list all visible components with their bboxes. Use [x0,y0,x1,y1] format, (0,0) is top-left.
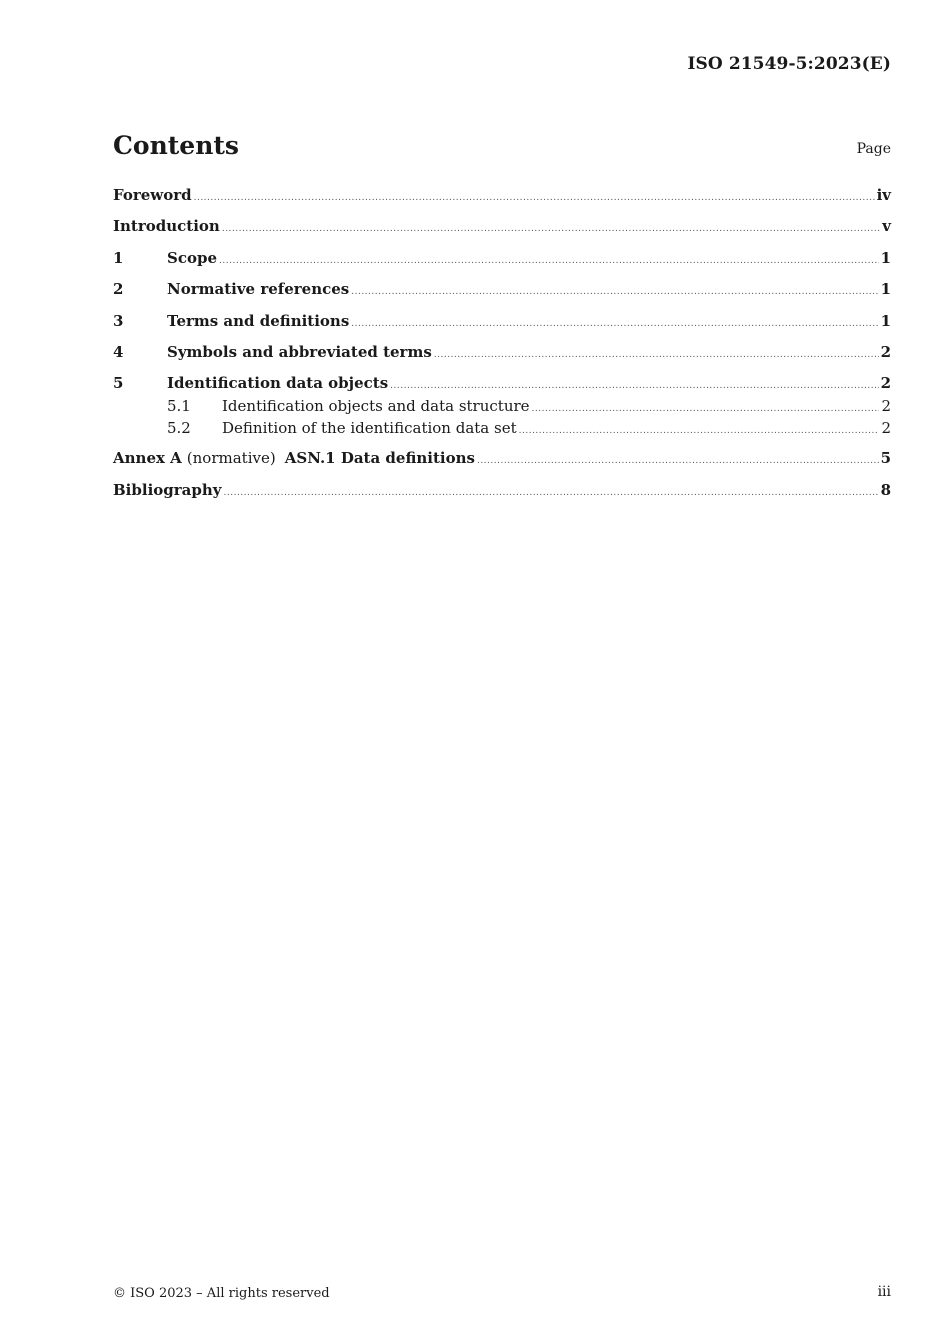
toc-subentry-5-1[interactable] [113,397,891,419]
toc-entry-number: 5 [113,374,124,392]
toc-entry-page: 1 [880,280,891,298]
dot-leader [390,376,878,397]
toc-entry-number: 4 [113,343,124,361]
toc-entry-title: Bibliography [113,481,222,499]
toc-entry-scope[interactable] [113,248,891,272]
dot-leader [222,219,880,240]
toc-entry-page: 1 [880,249,891,267]
toc-entry-page: v [882,217,891,235]
dot-leader [351,282,878,303]
table-of-contents [113,185,891,504]
toc-entry-page: 2 [880,374,891,392]
toc-entry-number: 5.2 [167,419,191,437]
toc-entry-title: Normative references [167,280,350,298]
dot-leader [434,345,879,366]
toc-entry-page: 5 [880,449,891,467]
toc-entry-page: 8 [880,481,891,499]
toc-entry-number: 1 [113,249,124,267]
toc-entry-introduction[interactable] [113,216,891,240]
contents-title: Contents [113,131,240,160]
toc-entry-title: Foreword [113,186,192,204]
toc-entry-bibliography[interactable] [113,480,891,504]
dot-leader [351,314,878,335]
toc-entry-foreword[interactable] [113,185,891,209]
toc-entry-identification-data-objects[interactable] [113,373,891,397]
toc-entry-number: 5.1 [167,397,191,415]
toc-entry-terms-and-definitions[interactable] [113,311,891,335]
toc-entry-normative-references[interactable] [113,279,891,303]
dot-leader [224,483,879,504]
dot-leader [532,400,880,419]
toc-entry-number: 2 [113,280,124,298]
page-number: iii [877,1284,891,1300]
toc-entry-page: 2 [881,419,891,437]
toc-entry-title: Definition of the identification data set [222,419,517,437]
page-column-label: Page [856,141,891,157]
dot-leader [219,251,879,272]
document-id: ISO 21549-5:2023(E) [687,54,891,74]
toc-entry-title: Identification objects and data structure [222,397,530,415]
toc-entry-annex-a[interactable] [113,448,891,472]
toc-entry-title: Terms and definitions [167,312,350,330]
toc-entry-page: 2 [880,343,891,361]
toc-entry-page: iv [876,186,891,204]
dot-leader [194,188,875,209]
toc-annex-qualifier: (normative) [186,449,276,467]
toc-entry-title: Introduction [113,217,220,235]
toc-subentry-5-2[interactable] [113,419,891,441]
copyright-footer: © ISO 2023 – All rights reserved [113,1286,330,1301]
dot-leader [519,422,880,441]
dot-leader [477,451,879,472]
toc-entry-title: ASN.1 Data definitions [284,449,475,467]
toc-entry-title: Scope [167,249,218,267]
toc-entry-number: 3 [113,312,124,330]
toc-entry-title: Identification data objects [167,374,389,392]
toc-entry-page: 2 [881,397,891,415]
toc-entry-title: Symbols and abbreviated terms [167,343,432,361]
toc-annex-label: Annex A [113,449,182,467]
toc-entry-symbols[interactable] [113,342,891,366]
toc-entry-page: 1 [880,312,891,330]
